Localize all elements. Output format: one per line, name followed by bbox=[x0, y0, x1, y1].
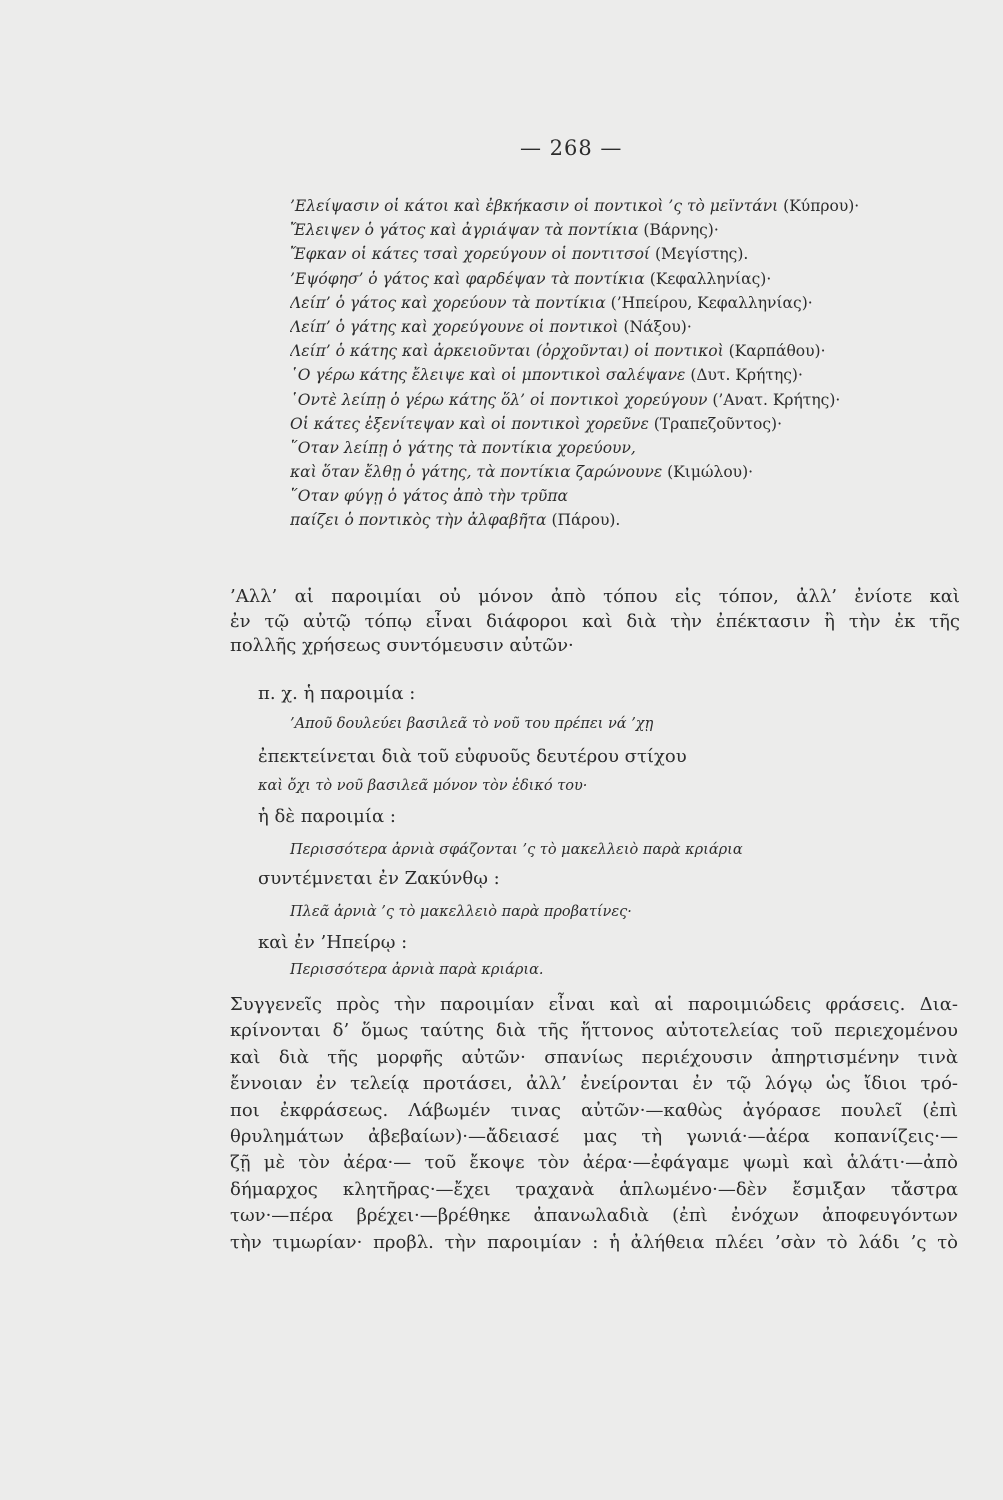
verse-line: Ἔλειψεν ὁ γάτος καὶ ἀγριάψαν τὰ ποντίκια (Βάρνης)· bbox=[290, 221, 719, 240]
second-example-label: ἡ δὲ παροιμία : bbox=[258, 806, 396, 827]
verse-line: Οἱ κάτες ἐξενίτεψαν καὶ οἱ ποντικοὶ χορεῦνε (Τραπεζοῦντος)· bbox=[290, 414, 783, 433]
proverb-example: ’Αποῦ δουλεύει βασιλεᾶ τὸ νοῦ του πρέπει νά ’χῃ bbox=[290, 716, 654, 732]
verse-line: Λείπ’ ὁ γάτης καὶ χορεύγουνε οἱ ποντικοὶ (Νάξου)· bbox=[290, 317, 692, 336]
paragraph-line: ’Αλλ’ αἱ παροιμίαι οὐ μόνον ἀπὸ τόπου εἰς τόπον, ἀλλ’ ἐνίοτε καὶ bbox=[230, 586, 960, 607]
zakynthos-label: συντέμνεται ἐν Ζακύνθῳ : bbox=[258, 868, 500, 889]
paragraph-line: ἔννοιαν ἐν τελείᾳ προτάσει, ἀλλ’ ἐνείρονται ἐν τῷ λόγῳ ὡς ἴδιοι τρό- bbox=[230, 1073, 958, 1095]
paragraph-line: Συγγενεῖς πρὸς τὴν παροιμίαν εἶναι καὶ αἱ παροιμιώδεις φράσεις. Δια- bbox=[230, 994, 958, 1015]
page-number: — 268 — bbox=[520, 136, 623, 160]
verse-line: Λείπ’ ὁ κάτης καὶ ἀρκειοῦνται (ὀρχοῦνται) οἱ ποντικοὶ (Καρπάθου)· bbox=[290, 342, 826, 361]
verse-line: ’Εψόφησ’ ὁ γάτος καὶ φαρδέψαν τὰ ποντίκια (Κεφαλληνίας)· bbox=[290, 269, 772, 288]
paragraph-line: δήμαρχος κλητῆρας·—ἔχει τραχανὰ ἁπλωμένο·—δὲν ἔσμιξαν τἄστρα bbox=[230, 1178, 958, 1200]
verse-line: Λείπ’ ὁ γάτος καὶ χορεύουν τὰ ποντίκια (’Ηπείρου, Κεφαλληνίας)· bbox=[290, 293, 813, 312]
example-label: π. χ. ἡ παροιμία : bbox=[258, 683, 416, 704]
verse-line: ῾Οντὲ λείπῃ ὁ γέρω κάτης ὅλ’ οἱ ποντικοὶ χορεύγουν (’Ανατ. Κρήτης)· bbox=[290, 390, 841, 409]
verse-line: καὶ ὅταν ἔλθῃ ὁ γάτης, τὰ ποντίκια ζαρώνουνε (Κιμώλου)· bbox=[290, 463, 754, 482]
verse-line: Ἔφκαν οἱ κάτες τσαὶ χορεύγουν οἱ ποντιτσοί (Μεγίστης). bbox=[290, 245, 749, 264]
proverb-example: καὶ ὄχι τὸ νοῦ βασιλεᾶ μόνον τὸν ἐδικό του· bbox=[258, 778, 588, 794]
verse-line: ῞Οταν φύγῃ ὁ γάτος ἀπὸ τὴν τρῦπα bbox=[290, 487, 568, 506]
paragraph-line: καὶ διὰ τῆς μορφῆς αὐτῶν· σπανίως περιέχουσιν ἀπηρτισμένην τινὰ bbox=[230, 1046, 958, 1068]
verse-line: παίζει ὁ ποντικὸς τὴν ἀλφαβῆτα (Πάρου). bbox=[290, 511, 621, 530]
paragraph-proverbial-phrases bbox=[230, 992, 958, 1256]
extension-label: ἐπεκτείνεται διὰ τοῦ εὐφυοῦς δευτέρου στίχου bbox=[258, 746, 687, 767]
paragraph-line: των·—πέρα βρέχει·—βρέθηκε ἀπανωλαδιὰ (ἐπὶ ἐνόχων ἀποφευγόντων bbox=[230, 1205, 958, 1227]
verse-line: ῾Ο γέρω κάτης ἔλειψε καὶ οἱ μποντικοὶ σαλέψανε (Δυτ. Κρήτης)· bbox=[290, 366, 803, 385]
paragraph-line: θρυλημάτων ἀβεβαίων)·—ἄδειασέ μας τὴ γωνιά·—ἀέρα κοπανίζεις·— bbox=[230, 1125, 958, 1147]
proverb-example: Περισσότερα ἀρνιὰ παρὰ κριάρια. bbox=[290, 962, 544, 978]
paragraph-line: τὴν τιμωρίαν· προβλ. τὴν παροιμίαν : ἡ ἀλήθεια πλέει ’σὰν τὸ λάδι ’ς τὸ bbox=[230, 1231, 958, 1253]
paragraph-line: ἐν τῷ αὐτῷ τόπῳ εἶναι διάφοροι καὶ διὰ τὴν ἐπέκτασιν ἢ τὴν ἐκ τῆς bbox=[230, 610, 960, 632]
verse-line: ῞Οταν λείπῃ ὁ γάτης τὰ ποντίκια χορεύουν, bbox=[290, 438, 636, 457]
proverb-example: Περισσότερα ἀρνιὰ σφάζονται ’ς τὸ μακελλειὸ παρὰ κριάρια bbox=[290, 842, 743, 858]
paragraph-variation bbox=[230, 585, 960, 659]
paragraph-line: πολλῆς χρήσεως συντόμευσιν αὐτῶν· bbox=[230, 635, 574, 656]
epirus-label: καὶ ἐν ’Ηπείρῳ : bbox=[258, 932, 408, 953]
proverb-variants-list bbox=[290, 194, 970, 533]
paragraph-line: ποι ἐκφράσεως. Λάβωμέν τινας αὐτῶν·—καθὼς ἀγόρασε πουλεῖ (ἐπὶ bbox=[230, 1099, 958, 1121]
paragraph-line: ζῇ μὲ τὸν ἀέρα·— τοῦ ἔκοψε τὸν ἀέρα·—ἐφάγαμε ψωμὶ καὶ ἁλάτι·—ἀπὸ bbox=[230, 1152, 958, 1174]
paragraph-line: κρίνονται δ’ ὅμως ταύτης διὰ τῆς ἥττονος αὐτοτελείας τοῦ περιεχομένου bbox=[230, 1020, 958, 1042]
verse-line: ’Ελείψασιν οἱ κάτοι καὶ ἐβκήκασιν οἱ ποντικοὶ ’ς τὸ μεϊντάνι (Κύπρου)· bbox=[290, 197, 860, 215]
proverb-example: Πλεᾶ ἀρνιὰ ’ς τὸ μακελλειὸ παρὰ προβατίνες· bbox=[290, 904, 632, 920]
